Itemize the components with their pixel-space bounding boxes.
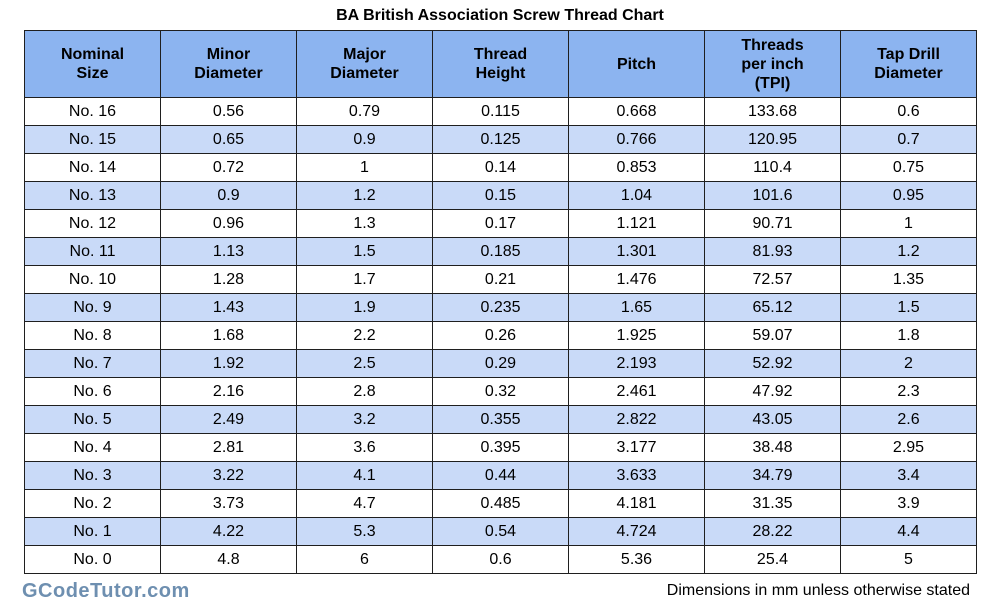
value-cell: 0.65 [161, 126, 297, 154]
value-cell: 34.79 [705, 462, 841, 490]
value-cell: 5.36 [569, 546, 705, 574]
value-cell: 81.93 [705, 238, 841, 266]
value-cell: 0.44 [433, 462, 569, 490]
value-cell: 0.355 [433, 406, 569, 434]
value-cell: 3.633 [569, 462, 705, 490]
value-cell: 1.121 [569, 210, 705, 238]
value-cell: 3.73 [161, 490, 297, 518]
value-cell: 65.12 [705, 294, 841, 322]
value-cell: 0.668 [569, 98, 705, 126]
size-cell: No. 12 [25, 210, 161, 238]
value-cell: 4.7 [297, 490, 433, 518]
column-header-line: (TPI) [754, 74, 791, 92]
column-header [705, 31, 841, 98]
size-cell: No. 11 [25, 238, 161, 266]
size-cell: No. 3 [25, 462, 161, 490]
value-cell: 6 [297, 546, 433, 574]
value-cell: 1.04 [569, 182, 705, 210]
value-cell: 1.301 [569, 238, 705, 266]
value-cell: 0.75 [841, 154, 977, 182]
value-cell: 0.17 [433, 210, 569, 238]
value-cell: 0.72 [161, 154, 297, 182]
size-cell: No. 1 [25, 518, 161, 546]
column-header-line: Diameter [874, 65, 943, 82]
value-cell: 0.9 [161, 182, 297, 210]
table-row [25, 546, 977, 574]
column-header-line: Pitch [616, 55, 657, 73]
value-cell: 3.2 [297, 406, 433, 434]
value-cell: 1.13 [161, 238, 297, 266]
value-cell: 0.95 [841, 182, 977, 210]
table-row [25, 322, 977, 350]
size-cell: No. 8 [25, 322, 161, 350]
value-cell: 2.193 [569, 350, 705, 378]
value-cell: 133.68 [705, 98, 841, 126]
value-cell: 1.68 [161, 322, 297, 350]
value-cell: 0.9 [297, 126, 433, 154]
value-cell: 4.4 [841, 518, 977, 546]
value-cell: 101.6 [705, 182, 841, 210]
value-cell: 2.2 [297, 322, 433, 350]
value-cell: 2.822 [569, 406, 705, 434]
value-cell: 1.2 [841, 238, 977, 266]
value-cell: 110.4 [705, 154, 841, 182]
value-cell: 0.853 [569, 154, 705, 182]
value-cell: 1.5 [841, 294, 977, 322]
value-cell: 0.115 [433, 98, 569, 126]
value-cell: 52.92 [705, 350, 841, 378]
size-cell: No. 7 [25, 350, 161, 378]
value-cell: 1 [297, 154, 433, 182]
value-cell: 0.29 [433, 350, 569, 378]
value-cell: 0.14 [433, 154, 569, 182]
column-header [25, 31, 161, 98]
size-cell: No. 0 [25, 546, 161, 574]
value-cell: 0.56 [161, 98, 297, 126]
table-row [25, 182, 977, 210]
value-cell: 1.35 [841, 266, 977, 294]
value-cell: 4.8 [161, 546, 297, 574]
value-cell: 28.22 [705, 518, 841, 546]
column-header [841, 31, 977, 98]
value-cell: 2.461 [569, 378, 705, 406]
value-cell: 31.35 [705, 490, 841, 518]
table-row [25, 210, 977, 238]
size-cell: No. 13 [25, 182, 161, 210]
table-row [25, 154, 977, 182]
column-header-line: Thread [473, 46, 528, 63]
table-row [25, 350, 977, 378]
value-cell: 0.79 [297, 98, 433, 126]
value-cell: 5 [841, 546, 977, 574]
column-header-line: Major [343, 46, 386, 63]
value-cell: 0.6 [841, 98, 977, 126]
value-cell: 3.4 [841, 462, 977, 490]
value-cell: 0.395 [433, 434, 569, 462]
table-row [25, 490, 977, 518]
column-header-line: Size [76, 65, 109, 82]
value-cell: 47.92 [705, 378, 841, 406]
value-cell: 90.71 [705, 210, 841, 238]
column-header [569, 31, 705, 98]
value-cell: 3.9 [841, 490, 977, 518]
table-row [25, 98, 977, 126]
column-header-line: Minor [206, 46, 251, 63]
value-cell: 3.177 [569, 434, 705, 462]
size-cell: No. 2 [25, 490, 161, 518]
size-cell: No. 14 [25, 154, 161, 182]
value-cell: 2.95 [841, 434, 977, 462]
column-header [161, 31, 297, 98]
value-cell: 1.92 [161, 350, 297, 378]
value-cell: 2.3 [841, 378, 977, 406]
value-cell: 1.8 [841, 322, 977, 350]
value-cell: 4.724 [569, 518, 705, 546]
size-cell: No. 10 [25, 266, 161, 294]
value-cell: 1.3 [297, 210, 433, 238]
column-header [297, 31, 433, 98]
column-header-line: Nominal [60, 46, 125, 63]
column-header-line: Height [475, 65, 526, 82]
column-header-line: Threads [741, 36, 804, 54]
header-row [25, 31, 977, 98]
value-cell: 0.96 [161, 210, 297, 238]
value-cell: 0.125 [433, 126, 569, 154]
value-cell: 0.766 [569, 126, 705, 154]
table-row [25, 378, 977, 406]
value-cell: 1.476 [569, 266, 705, 294]
value-cell: 0.235 [433, 294, 569, 322]
value-cell: 25.4 [705, 546, 841, 574]
value-cell: 0.6 [433, 546, 569, 574]
table-row [25, 434, 977, 462]
value-cell: 72.57 [705, 266, 841, 294]
size-cell: No. 15 [25, 126, 161, 154]
size-cell: No. 6 [25, 378, 161, 406]
size-cell: No. 5 [25, 406, 161, 434]
table-row [25, 462, 977, 490]
value-cell: 120.95 [705, 126, 841, 154]
table-row [25, 294, 977, 322]
value-cell: 2.16 [161, 378, 297, 406]
units-note: Dimensions in mm unless otherwise stated [666, 582, 970, 599]
thread-chart-table [24, 30, 977, 574]
value-cell: 0.7 [841, 126, 977, 154]
value-cell: 0.21 [433, 266, 569, 294]
table-body [25, 98, 977, 574]
value-cell: 0.26 [433, 322, 569, 350]
value-cell: 2.5 [297, 350, 433, 378]
table-row [25, 238, 977, 266]
value-cell: 2.49 [161, 406, 297, 434]
value-cell: 3.22 [161, 462, 297, 490]
value-cell: 1.65 [569, 294, 705, 322]
value-cell: 43.05 [705, 406, 841, 434]
value-cell: 0.54 [433, 518, 569, 546]
table-row [25, 518, 977, 546]
value-cell: 0.485 [433, 490, 569, 518]
table-row [25, 126, 977, 154]
value-cell: 5.3 [297, 518, 433, 546]
value-cell: 38.48 [705, 434, 841, 462]
column-header-line: Tap Drill [877, 46, 940, 63]
size-cell: No. 16 [25, 98, 161, 126]
value-cell: 1.43 [161, 294, 297, 322]
brand-logo-text: GCodeTutor.com [22, 580, 190, 602]
value-cell: 1.7 [297, 266, 433, 294]
column-header [433, 31, 569, 98]
value-cell: 0.32 [433, 378, 569, 406]
value-cell: 0.185 [433, 238, 569, 266]
table-row [25, 266, 977, 294]
size-cell: No. 4 [25, 434, 161, 462]
value-cell: 2.6 [841, 406, 977, 434]
table-row [25, 406, 977, 434]
value-cell: 1 [841, 210, 977, 238]
value-cell: 3.6 [297, 434, 433, 462]
value-cell: 59.07 [705, 322, 841, 350]
value-cell: 2.8 [297, 378, 433, 406]
value-cell: 4.1 [297, 462, 433, 490]
chart-title: BA British Association Screw Thread Chart [336, 7, 664, 24]
size-cell: No. 9 [25, 294, 161, 322]
value-cell: 2.81 [161, 434, 297, 462]
value-cell: 4.22 [161, 518, 297, 546]
value-cell: 1.925 [569, 322, 705, 350]
value-cell: 1.9 [297, 294, 433, 322]
value-cell: 0.15 [433, 182, 569, 210]
value-cell: 1.5 [297, 238, 433, 266]
column-header-line: Diameter [194, 65, 263, 82]
column-header-line: Diameter [330, 65, 399, 82]
value-cell: 2 [841, 350, 977, 378]
value-cell: 4.181 [569, 490, 705, 518]
value-cell: 1.28 [161, 266, 297, 294]
value-cell: 1.2 [297, 182, 433, 210]
column-header-line: per inch [741, 55, 804, 73]
